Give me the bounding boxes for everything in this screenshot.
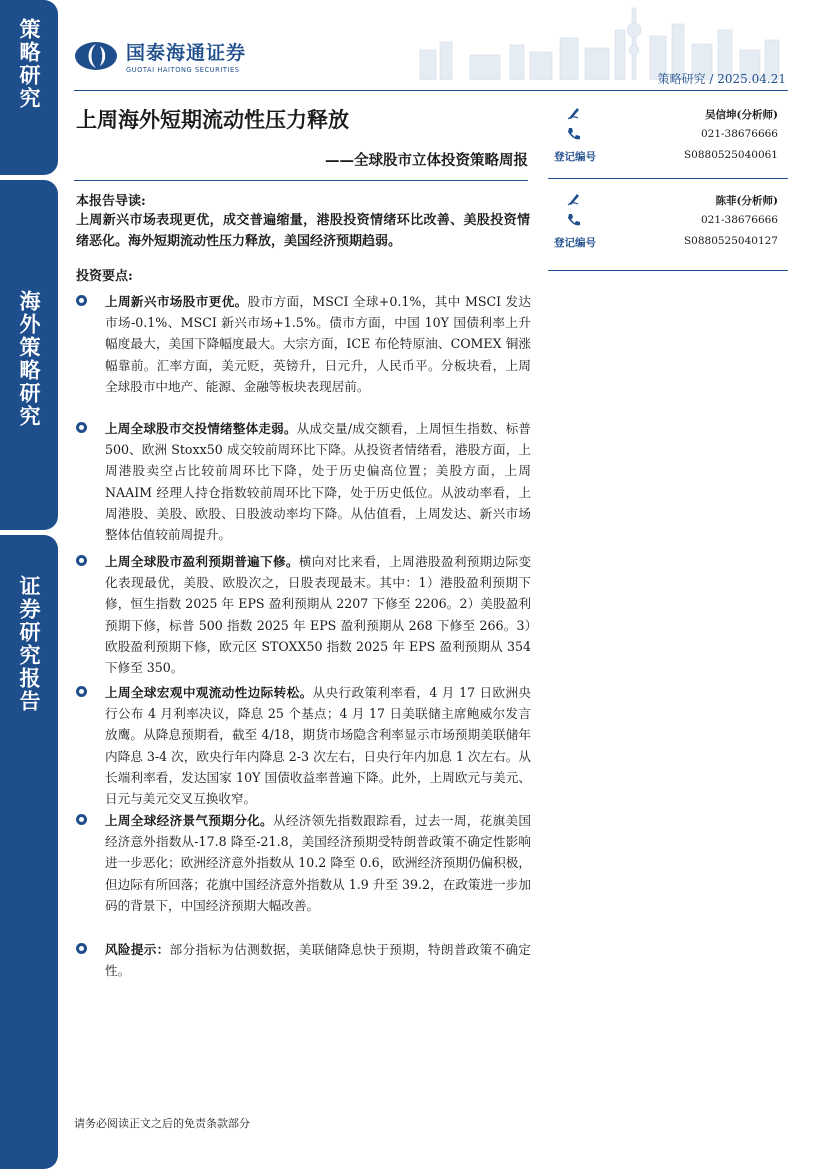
key-point-text: 股市方面，MSCI 全球+0.1%，其中 MSCI 发达市场-0.1%、MSCI 新兴市场+1.5%。债市方面，中国 10Y 国债利率上升幅度最大，美国下降幅度最大。大宗方面，ICE 布伦特原油、COMEX 铜涨幅靠前。汇率方面，美元贬，英镑升，日元升，人民币平。分板块看，上周全球股市中地产、能源、金融等板块表现居前。	[105, 294, 532, 394]
pen-icon	[566, 191, 582, 207]
header-divider	[74, 90, 788, 91]
report-date: 2025.04.21	[717, 72, 786, 86]
registration-label: 登记编号	[554, 237, 596, 249]
guide-summary: 上周新兴市场表现更优，成交普遍缩量，港股投资情绪环比改善、美股投资情绪恶化。海外短期流动性压力释放，美国经济预期趋弱。	[76, 213, 530, 249]
report-title: 上周海外短期流动性压力释放	[76, 108, 349, 132]
pen-icon	[566, 105, 582, 121]
analyst-card	[548, 190, 788, 253]
key-point	[76, 682, 531, 809]
analyst-divider	[548, 178, 788, 179]
registration-number: S0880525040061	[683, 149, 778, 161]
key-point	[76, 291, 531, 397]
report-category-date	[658, 70, 786, 87]
bullet-icon	[76, 422, 87, 433]
key-point-lead: 风险提示：	[105, 942, 170, 957]
company-logo	[74, 38, 246, 74]
side-tab-label: 海外策略研究	[17, 290, 41, 428]
report-category: 策略研究	[657, 72, 706, 86]
logo-cn-text: 国泰海通证券	[126, 42, 247, 64]
analyst-name: 吴信坤(分析师)	[705, 109, 778, 121]
phone-icon	[566, 212, 582, 228]
side-tab-overseas-strategy	[0, 180, 58, 530]
logo-en-text: GUOTAI HAITONG SECURITIES	[126, 66, 240, 74]
side-tab-strategy	[0, 0, 58, 175]
key-point-risk	[76, 939, 531, 981]
registration-number: S0880525040127	[683, 235, 778, 247]
key-point-lead: 上周全球宏观中观流动性边际转松。	[105, 685, 313, 700]
meta-divider: /	[709, 72, 714, 86]
key-point-lead: 上周新兴市场股市更优。	[105, 294, 248, 309]
disclaimer-footer: 请务必阅读正文之后的免责条款部分	[74, 1117, 250, 1130]
bullet-icon	[76, 686, 87, 697]
key-point-lead: 上周全球股市交投情绪整体走弱。	[105, 421, 297, 436]
key-point-text: 从成交量/成交额看，上周恒生指数、标普 500、欧洲 Stoxx50 成交较前周环比下降。从投资者情绪看，港股方面，上周港股卖空占比较前周环比下降，处于历史偏高位置；美股方面，上周 NAAIM 经理人持仓指数较前周环比下降，处于历史低位。从波动率看，上周港股、美股、欧股、日股波动率均下降。从估值看，上周发达、新兴市场整体估值较前周提升。	[105, 421, 532, 543]
key-point	[76, 810, 531, 916]
key-points-heading: 投资要点:	[76, 269, 133, 284]
phone-icon	[566, 126, 582, 142]
key-point-text: 从经济领先指数跟踪看，过去一周，花旗美国经济意外指数从-17.8 降至-21.8，美国经济预期受特朗普政策不确定性影响进一步恶化；欧洲经济意外指数从 10.2 降至 0.6，欧洲经济预期仍偏积极，但边际有所回落；花旗中国经济意外指数从 1.9 升至 39.2，在政策进一步加码的背景下，中国经济预期大幅改善。	[105, 813, 532, 913]
bullet-icon	[76, 555, 87, 566]
analyst-phone: 021-38676666	[700, 214, 778, 226]
side-tab-securities-report	[0, 535, 58, 1169]
bullet-icon	[76, 814, 87, 825]
key-point-text: 横向对比来看，上周港股盈利预期边际变化表现最优，美股、欧股次之，日股表现最末。其中：1）港股盈利预期下修，恒生指数 2025 年 EPS 盈利预期从 2207 下修至 2206。2）美股盈利预期下修，标普 500 指数 2025 年 EPS 盈利预期从 268 下修至 266。3）欧股盈利预期下修，欧元区 STOXX50 指数 2025 年 EPS 盈利预期从 354 下修至 350。	[105, 554, 532, 676]
key-point-text: 从央行政策利率看，4 月 17 日欧洲央行公布 4 月利率决议，降息 25 个基点；4 月 17 日美联储主席鲍威尔发言放鹰。从降息预期看，截至 4/18，期货市场隐含利率显示市场预期美联储年内降息 3-4 次，欧央行年内降息 2-3 次左右，日央行年内加息 1 次左右。从长端利率看，发达国家 10Y 国债收益率普遍下降。此外，上周欧元与美元、日元与美元交叉互换收窄。	[105, 685, 531, 807]
key-point-text: 部分指标为估测数据，美联储降息快于预期，特朗普政策不确定性。	[105, 942, 532, 979]
key-point-lead: 上周全球股市盈利预期普遍下修。	[105, 554, 299, 569]
analyst-phone: 021-38676666	[700, 128, 778, 140]
key-point	[76, 551, 531, 678]
side-tab-label: 策略研究	[17, 18, 41, 110]
bullet-icon	[76, 943, 87, 954]
key-point	[76, 418, 531, 545]
analyst-name: 陈菲(分析师)	[715, 195, 778, 207]
analyst-divider	[548, 270, 788, 271]
guide-heading: 本报告导读:	[76, 194, 146, 209]
registration-label: 登记编号	[554, 151, 596, 163]
title-divider	[74, 180, 528, 181]
report-subtitle: ——全球股市立体投资策略周报	[325, 153, 528, 169]
logo-mark-icon	[74, 41, 118, 71]
key-point-lead: 上周全球经济景气预期分化。	[105, 813, 273, 828]
analyst-card	[548, 104, 788, 167]
bullet-icon	[76, 295, 87, 306]
city-skyline-illustration	[410, 0, 790, 80]
side-tab-label: 证券研究报告	[17, 575, 41, 713]
